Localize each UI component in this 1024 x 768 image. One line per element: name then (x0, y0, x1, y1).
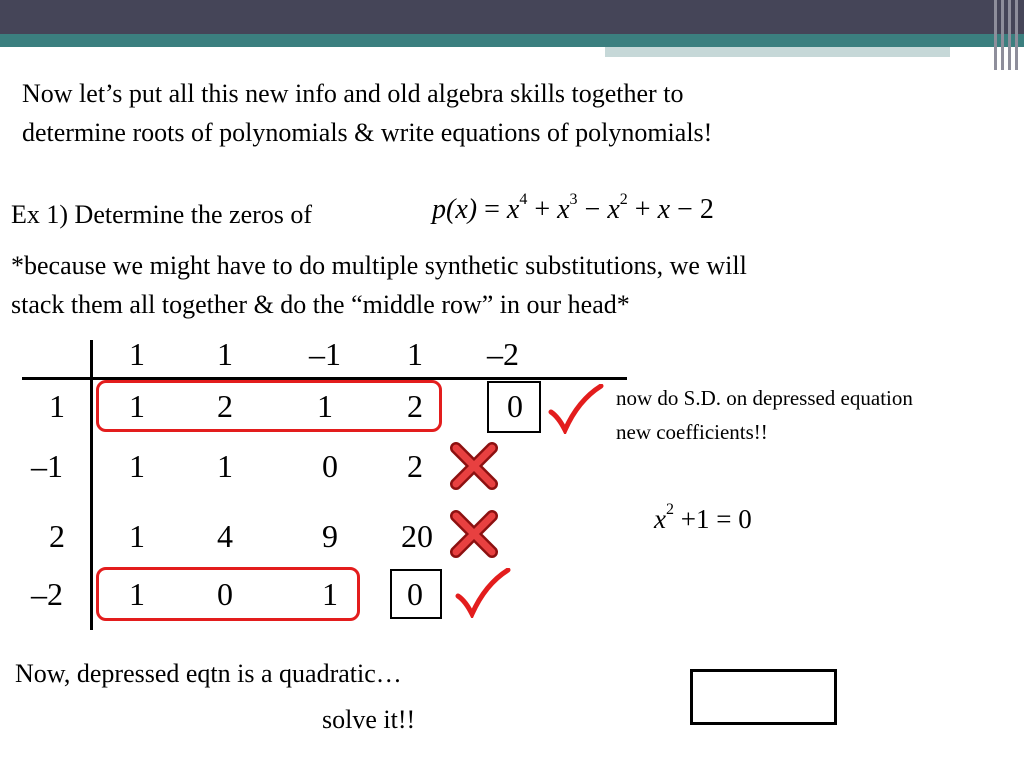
bottom-line-1: Now, depressed eqtn is a quadratic… (15, 659, 402, 688)
header-stripes (990, 0, 1024, 70)
coefficient: 1 (217, 336, 233, 372)
table-cell: 2 (217, 388, 233, 424)
remainder-box (390, 569, 442, 619)
note-line-2: stack them all together & do the “middle row” in our head* (11, 290, 630, 319)
checkmark-icon (452, 568, 512, 618)
coefficient: 1 (129, 336, 145, 372)
table-vertical-rule (90, 340, 93, 630)
table-cell: 0 (217, 576, 233, 612)
bottom-line-2: solve it!! (322, 705, 416, 734)
table-cell: 1 (129, 518, 145, 554)
depressed-coefficients-highlight (96, 567, 360, 621)
table-cell: 1 (217, 448, 233, 484)
table-cell: 4 (217, 518, 233, 554)
table-cell: 20 (401, 518, 433, 554)
cross-icon (448, 510, 508, 560)
test-value: –2 (31, 576, 63, 612)
header-accent-bar (0, 34, 1024, 47)
answer-box (690, 669, 837, 725)
test-value: 2 (49, 518, 65, 554)
table-cell: 0 (322, 448, 338, 484)
coefficient: –1 (309, 336, 341, 372)
remainder-cell: 0 (507, 388, 523, 424)
remainder-cell: 0 (407, 576, 423, 612)
polynomial-equation: $p(x) = x^4 + x^3 - x^2 + x - 2$ (432, 190, 714, 225)
table-cell: 1 (129, 388, 145, 424)
remainder-box (487, 381, 541, 433)
table-cell: 1 (129, 448, 145, 484)
checkmark-icon (545, 384, 605, 434)
test-value: 1 (49, 388, 65, 424)
header-accent-line (605, 57, 950, 59)
table-cell: 2 (407, 388, 423, 424)
note-line-1: *because we might have to do multiple synthetic substitutions, we will (11, 251, 747, 280)
table-cell: 1 (322, 576, 338, 612)
table-cell: 2 (407, 448, 423, 484)
quadratic-equation: $x^2 +1 = 0$ (654, 501, 752, 534)
test-value: –1 (31, 448, 63, 484)
table-cell: 1 (317, 388, 333, 424)
header-bar (0, 0, 1024, 34)
coefficient: 1 (407, 336, 423, 372)
depressed-coefficients-highlight (96, 380, 442, 432)
intro-line-2: determine roots of polynomials & write equations of polynomials! (22, 118, 713, 147)
example-label: Ex 1) Determine the zeros of (11, 200, 313, 229)
intro-line-1: Now let’s put all this new info and old algebra skills together to (22, 79, 684, 108)
cross-icon (448, 442, 508, 492)
coefficient: –2 (487, 336, 519, 372)
side-note-line-2: new coefficients!! (616, 420, 768, 444)
table-cell: 1 (129, 576, 145, 612)
table-cell: 9 (322, 518, 338, 554)
side-note-line-1: now do S.D. on depressed equation (616, 386, 913, 410)
